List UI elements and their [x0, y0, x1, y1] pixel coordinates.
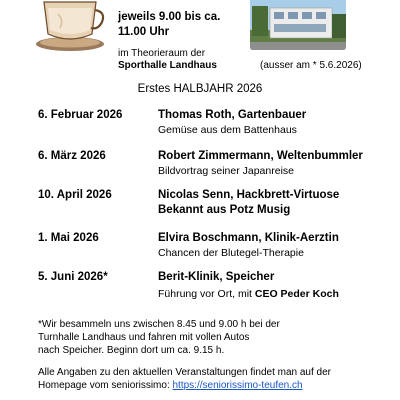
event-date: 5. Juni 2026*: [38, 271, 108, 283]
time-info: [118, 10, 220, 40]
info-paragraph: [38, 366, 331, 392]
event-title: Berit-Klinik, Speicher: [158, 271, 275, 283]
event-description-text: Führung vor Ort, mit: [158, 288, 255, 300]
footnote-line-3: nach Speicher. Beginn dort um ca. 9.15 h.: [38, 345, 225, 356]
event-date: 6. Februar 2026: [38, 109, 123, 121]
sporthalle-photo: [250, 0, 346, 50]
event-title: Elvira Boschmann, Klinik-Aerztin: [158, 232, 339, 244]
info-line-1: Alle Angaben zu den aktuellen Veranstaltungen findet man auf der: [38, 367, 331, 378]
event-description-bold: CEO Peder Koch: [254, 288, 339, 300]
time-line-2: 11.00 Uhr: [118, 26, 170, 38]
location-title: Sporthalle Landhaus: [118, 60, 217, 71]
event-title: Nicolas Senn, Hackbrett-Virtuose: [158, 189, 340, 201]
footnote: [38, 318, 280, 357]
event-title: Thomas Roth, Gartenbauer: [158, 109, 307, 121]
location-subtitle: im Theorieraum der: [118, 48, 206, 59]
event-title-line-2: Bekannt aus Potz Musig: [158, 204, 291, 216]
footnote-line-2: Turnhalle Landhaus und fahren mit vollen Autos: [38, 332, 250, 343]
event-date: 10. April 2026: [38, 189, 112, 201]
event-title: Robert Zimmermann, Weltenbummler: [158, 150, 363, 162]
event-date: 1. Mai 2026: [38, 232, 99, 244]
footnote-line-1: *Wir besammeln uns zwischen 8.45 und 9.00 h bei der: [38, 319, 280, 330]
event-date: 6. März 2026: [38, 150, 106, 162]
homepage-link[interactable]: https://seniorissimo-teufen.ch: [172, 380, 303, 391]
time-line-1: jeweils 9.00 bis ca.: [118, 11, 221, 23]
coffee-cup-illustration: [34, 0, 106, 52]
event-description: [158, 288, 339, 300]
event-description: Bildvortrag seiner Japanreise: [158, 165, 294, 177]
event-description: Gemüse aus dem Battenhaus: [158, 124, 297, 136]
half-year-heading: Erstes HALBJAHR 2026: [137, 83, 263, 95]
event-description: Chancen der Blutegel-Therapie: [158, 247, 304, 259]
exception-note: (ausser am * 5.6.2026): [260, 60, 362, 71]
info-line-2: Homepage vom seniorissimo:: [38, 380, 173, 391]
